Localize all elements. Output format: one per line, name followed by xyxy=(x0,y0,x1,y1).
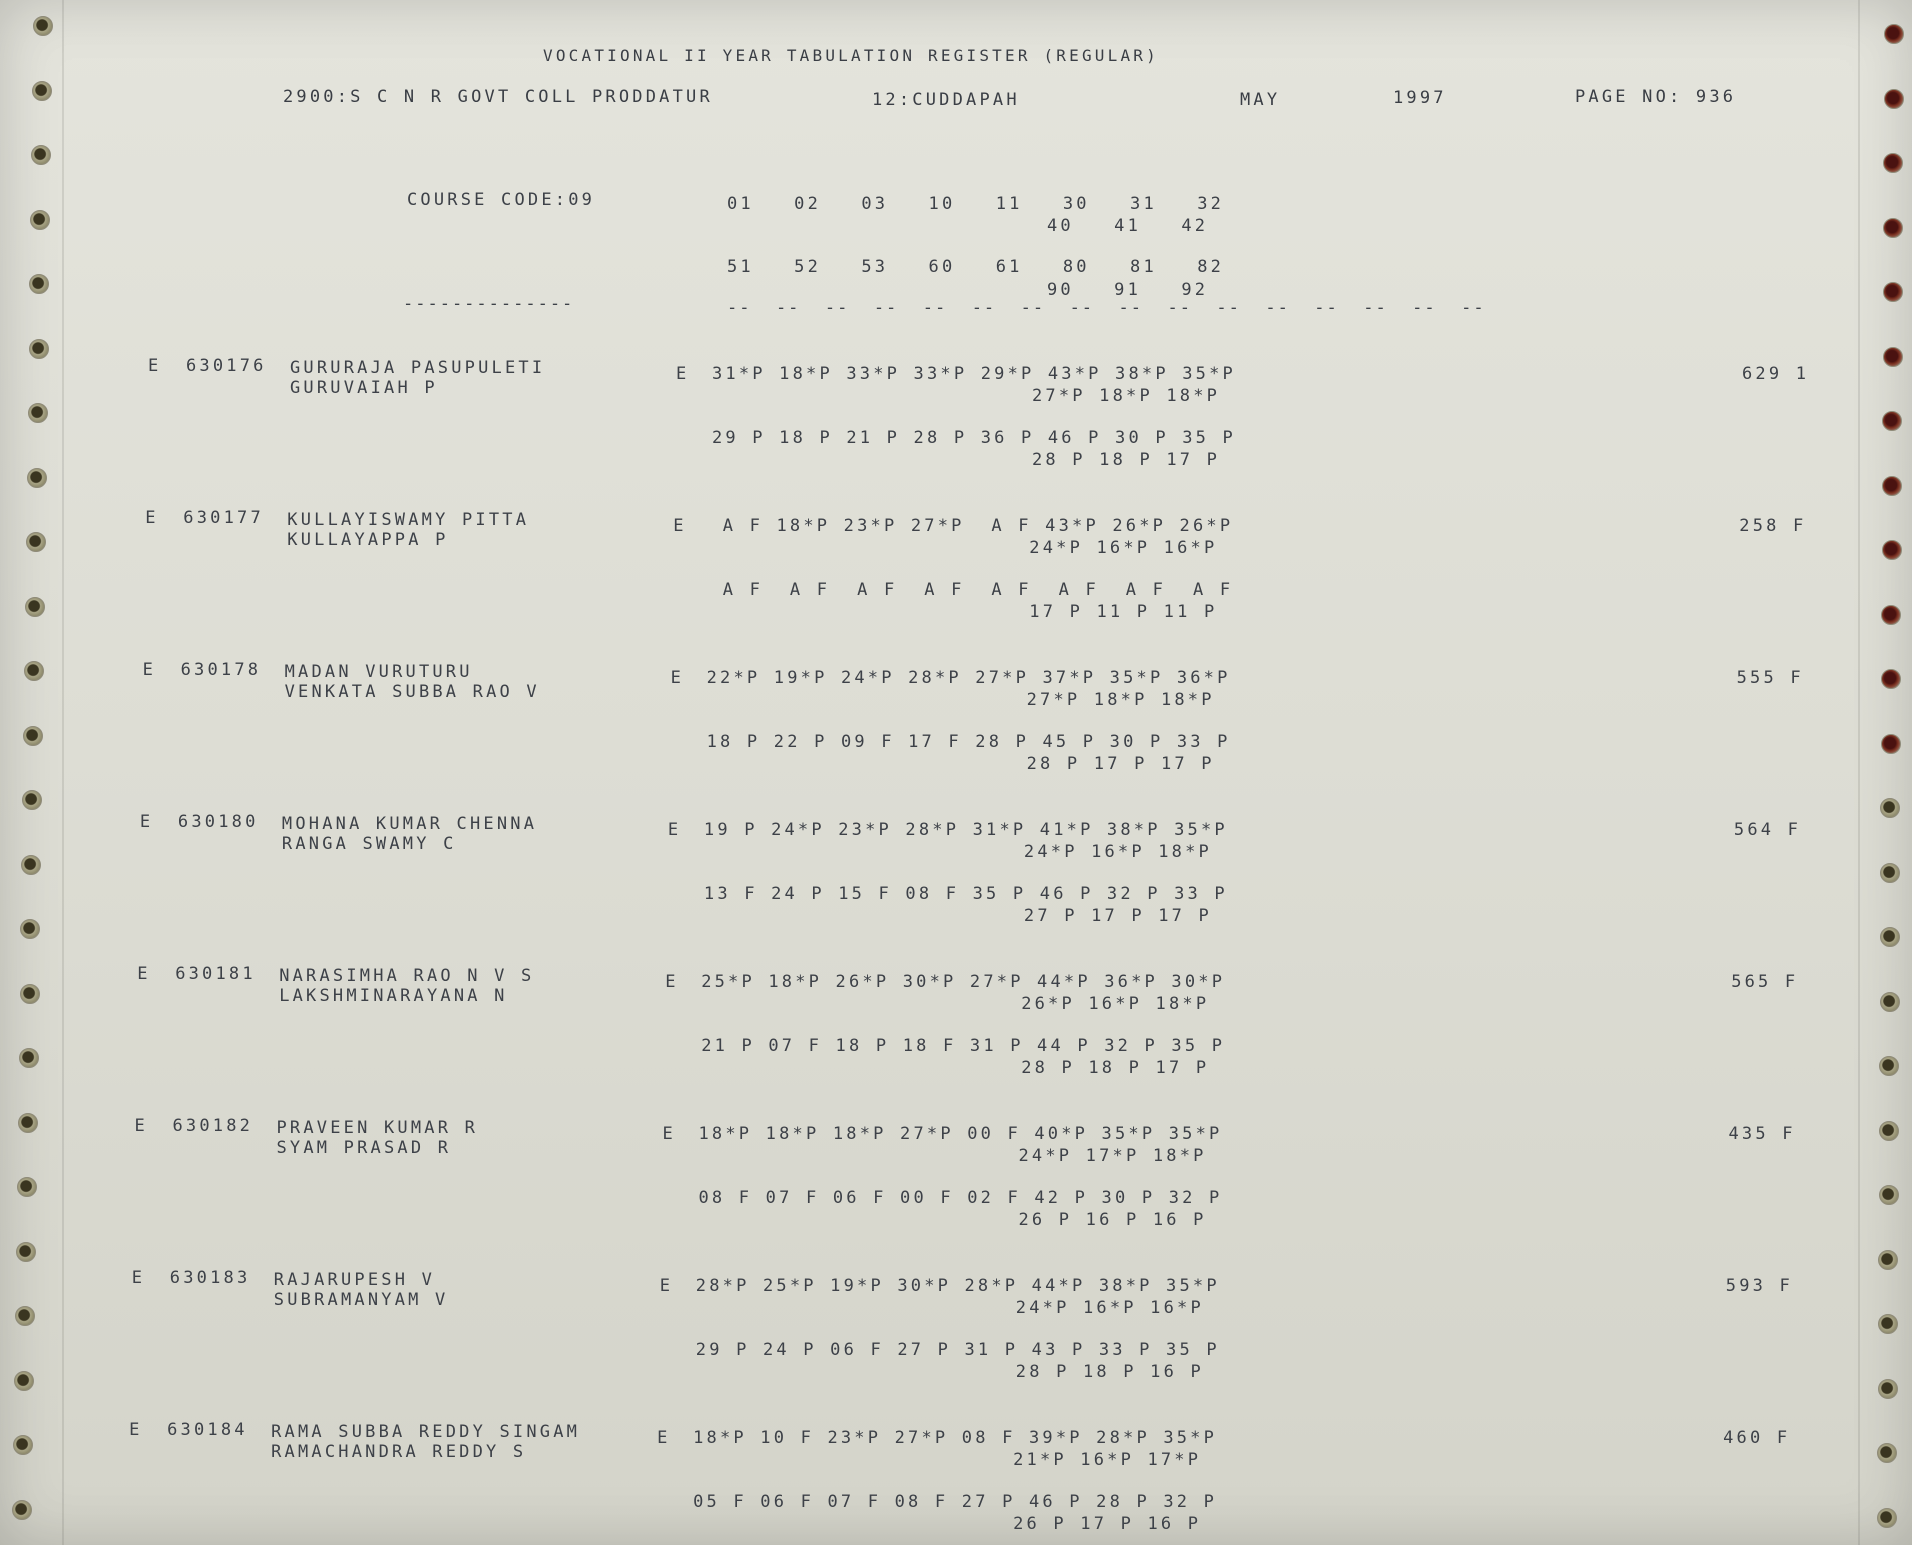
record-flag: E xyxy=(667,820,682,840)
student-name: GURURAJA PASUPULETI xyxy=(290,358,546,378)
tractor-hole xyxy=(1878,1314,1898,1334)
total-marks-result: 258 F xyxy=(1739,516,1807,536)
exam-year: 1997 xyxy=(1393,88,1447,108)
left-perforation-line xyxy=(62,0,64,1545)
father-name: RANGA SWAMY C xyxy=(281,834,457,854)
tractor-hole xyxy=(1879,1056,1899,1076)
student-name: MOHANA KUMAR CHENNA xyxy=(281,814,538,834)
marks-row-2: 18 P 22 P 09 F 17 F 28 P 45 P 30 P 33 P xyxy=(706,732,1231,752)
total-marks-result: 565 F xyxy=(1731,972,1799,992)
roll-number: 630176 xyxy=(186,356,267,376)
tractor-hole xyxy=(33,16,53,36)
tractor-hole xyxy=(16,1242,36,1262)
tractor-hole xyxy=(1882,476,1902,496)
tractor-hole xyxy=(32,81,52,101)
marks-row-2: 29 P 18 P 21 P 28 P 36 P 46 P 30 P 35 P xyxy=(712,428,1236,448)
record-flag: E xyxy=(670,668,685,688)
page-number: PAGE NO: 936 xyxy=(1575,87,1737,107)
father-name: SUBRAMANYAM V xyxy=(273,1290,449,1310)
roll-number: 630181 xyxy=(175,964,256,984)
tractor-hole xyxy=(1881,605,1901,625)
total-marks-result: 593 F xyxy=(1725,1276,1793,1296)
marks-row-2-cont: 28 P 18 P 16 P xyxy=(1015,1362,1204,1382)
record-flag: E xyxy=(673,516,687,536)
marks-row-1-cont: 27*P 18*P 18*P xyxy=(1026,690,1215,710)
marks-row-1-cont: 26*P 16*P 18*P xyxy=(1021,994,1210,1014)
tractor-hole xyxy=(29,339,49,359)
tractor-hole xyxy=(30,210,50,230)
tractor-hole xyxy=(1880,927,1900,947)
father-name: VENKATA SUBBA RAO V xyxy=(284,682,540,702)
total-marks-result: 629 1 xyxy=(1742,364,1810,384)
tractor-hole xyxy=(13,1435,33,1455)
subject-codes-row-2: 51 52 53 60 61 80 81 82 xyxy=(727,257,1225,277)
father-name: GURUVAIAH P xyxy=(290,378,438,398)
tractor-hole xyxy=(26,532,46,552)
marks-row-2: 08 F 07 F 06 F 00 F 02 F 42 P 30 P 32 P xyxy=(698,1188,1223,1208)
marks-row-1: 31*P 18*P 33*P 33*P 29*P 43*P 38*P 35*P xyxy=(712,364,1236,384)
tractor-hole xyxy=(20,919,40,939)
tractor-hole xyxy=(1883,218,1903,238)
exam-type: E xyxy=(129,1420,143,1440)
tractor-hole xyxy=(19,1048,39,1068)
roll-number: 630182 xyxy=(172,1116,254,1136)
tractor-hole xyxy=(1882,540,1902,560)
marks-row-2: 05 F 06 F 07 F 08 F 27 P 46 P 28 P 32 P xyxy=(693,1492,1218,1512)
marks-row-2-cont: 28 P 17 P 17 P xyxy=(1026,754,1215,774)
roll-number: 630177 xyxy=(183,508,264,528)
marks-row-1: 18*P 18*P 18*P 27*P 00 F 40*P 35*P 35*P xyxy=(698,1124,1223,1144)
father-name: SYAM PRASAD R xyxy=(276,1138,452,1158)
marks-row-2: 21 P 07 F 18 P 18 F 31 P 44 P 32 P 35 P xyxy=(701,1036,1226,1056)
tractor-hole xyxy=(18,1113,38,1133)
student-name: RAMA SUBBA REDDY SINGAM xyxy=(271,1422,581,1442)
record-flag: E xyxy=(676,364,690,384)
tractor-hole xyxy=(29,274,49,294)
course-code-underline: -------------- xyxy=(403,294,575,314)
marks-row-1: A F 18*P 23*P 27*P A F 43*P 26*P 26*P xyxy=(709,516,1234,536)
tractor-hole xyxy=(1878,1250,1898,1270)
tractor-hole xyxy=(28,403,48,423)
marks-row-1: 25*P 18*P 26*P 30*P 27*P 44*P 36*P 30*P xyxy=(701,972,1226,992)
tractor-hole xyxy=(27,468,47,488)
tractor-hole xyxy=(1877,1508,1897,1528)
roll-number: 630180 xyxy=(177,812,259,832)
tractor-hole xyxy=(1882,411,1902,431)
exam-type: E xyxy=(148,356,162,376)
marks-row-2-cont: 17 P 11 P 11 P xyxy=(1029,602,1218,622)
total-marks-result: 555 F xyxy=(1736,668,1804,688)
record-flag: E xyxy=(657,1428,671,1448)
total-marks-result: 435 F xyxy=(1728,1124,1796,1144)
exam-type: E xyxy=(131,1268,146,1288)
total-marks-result: 460 F xyxy=(1723,1428,1791,1448)
tractor-hole xyxy=(31,145,51,165)
marks-row-2-cont: 28 P 18 P 17 P xyxy=(1021,1058,1210,1078)
marks-row-2: 29 P 24 P 06 F 27 P 31 P 43 P 33 P 35 P xyxy=(695,1340,1220,1360)
tractor-hole xyxy=(1881,669,1901,689)
tractor-hole xyxy=(17,1177,37,1197)
marks-row-1-cont: 21*P 16*P 17*P xyxy=(1013,1450,1202,1470)
column-dashes: -- -- -- -- -- -- -- -- -- -- -- -- -- -- -- -- xyxy=(727,298,1486,318)
marks-row-2: 13 F 24 P 15 F 08 F 35 P 46 P 32 P 33 P xyxy=(703,884,1228,904)
tractor-hole xyxy=(21,855,41,875)
tractor-hole xyxy=(22,790,42,810)
tractor-hole xyxy=(1884,24,1904,44)
marks-row-1: 19 P 24*P 23*P 28*P 31*P 41*P 38*P 35*P xyxy=(703,820,1228,840)
subject-codes-row-2-cont: 90 91 92 xyxy=(1047,280,1209,300)
exam-type: E xyxy=(134,1116,148,1136)
tractor-hole xyxy=(23,726,43,746)
tractor-hole xyxy=(1883,347,1903,367)
tractor-hole xyxy=(1879,1121,1899,1141)
tractor-hole xyxy=(1881,734,1901,754)
exam-type: E xyxy=(137,964,151,984)
tractor-hole xyxy=(25,597,45,617)
father-name: KULLAYAPPA P xyxy=(287,530,449,550)
exam-type: E xyxy=(145,508,159,528)
student-name: PRAVEEN KUMAR R xyxy=(276,1118,479,1138)
marks-row-1-cont: 24*P 17*P 18*P xyxy=(1018,1146,1207,1166)
tractor-hole xyxy=(1883,282,1903,302)
right-perforation-line xyxy=(1858,0,1860,1545)
district-name: 12:CUDDAPAH xyxy=(872,90,1020,110)
student-name: KULLAYISWAMY PITTA xyxy=(287,510,530,530)
tractor-hole xyxy=(1877,1443,1897,1463)
tractor-hole xyxy=(1878,1379,1898,1399)
student-name: RAJARUPESH V xyxy=(273,1270,436,1290)
marks-row-2-cont: 28 P 18 P 17 P xyxy=(1032,450,1221,470)
course-code-label: COURSE CODE:09 xyxy=(407,190,596,210)
exam-month: MAY xyxy=(1240,90,1281,110)
tractor-hole xyxy=(15,1306,35,1326)
tractor-hole xyxy=(1884,89,1904,109)
father-name: RAMACHANDRA REDDY S xyxy=(271,1442,527,1462)
marks-row-1-cont: 24*P 16*P 16*P xyxy=(1015,1298,1204,1318)
tractor-hole xyxy=(14,1371,34,1391)
student-name: MADAN VURUTURU xyxy=(284,662,473,682)
exam-type: E xyxy=(142,660,157,680)
tractor-hole xyxy=(1880,863,1900,883)
roll-number: 630183 xyxy=(169,1268,251,1288)
tractor-hole xyxy=(12,1500,32,1520)
tractor-hole xyxy=(1880,798,1900,818)
tractor-hole xyxy=(1879,1185,1899,1205)
record-flag: E xyxy=(662,1124,676,1144)
marks-row-2-cont: 26 P 16 P 16 P xyxy=(1018,1210,1207,1230)
marks-row-2: A F A F A F A F A F A F A F A F xyxy=(709,580,1234,600)
college-code: 2900:S C N R GOVT COLL PRODDATUR xyxy=(283,87,713,107)
record-flag: E xyxy=(659,1276,674,1296)
roll-number: 630178 xyxy=(180,660,262,680)
tractor-hole xyxy=(20,984,40,1004)
tractor-hole xyxy=(1883,153,1903,173)
marks-row-1: 18*P 10 F 23*P 27*P 08 F 39*P 28*P 35*P xyxy=(693,1428,1218,1448)
tractor-hole xyxy=(1880,992,1900,1012)
subject-codes-row-1-cont: 40 41 42 xyxy=(1047,216,1209,236)
marks-row-2-cont: 27 P 17 P 17 P xyxy=(1023,906,1212,926)
marks-row-1-cont: 24*P 16*P 18*P xyxy=(1023,842,1212,862)
register-title: VOCATIONAL II YEAR TABULATION REGISTER (REGULAR) xyxy=(543,46,1159,65)
marks-row-1: 22*P 19*P 24*P 28*P 27*P 37*P 35*P 36*P xyxy=(706,668,1231,688)
total-marks-result: 564 F xyxy=(1733,820,1802,840)
marks-row-2-cont: 26 P 17 P 16 P xyxy=(1013,1514,1202,1534)
marks-row-1-cont: 27*P 18*P 18*P xyxy=(1032,386,1221,406)
marks-row-1: 28*P 25*P 19*P 30*P 28*P 44*P 38*P 35*P xyxy=(695,1276,1220,1296)
roll-number: 630184 xyxy=(167,1420,248,1440)
student-name: NARASIMHA RAO N V S xyxy=(279,966,535,986)
exam-type: E xyxy=(139,812,154,832)
record-flag: E xyxy=(665,972,679,992)
father-name: LAKSHMINARAYANA N xyxy=(279,986,508,1006)
marks-row-1-cont: 24*P 16*P 16*P xyxy=(1029,538,1218,558)
tractor-hole xyxy=(24,661,44,681)
subject-codes-row-1: 01 02 03 10 11 30 31 32 xyxy=(727,194,1225,214)
